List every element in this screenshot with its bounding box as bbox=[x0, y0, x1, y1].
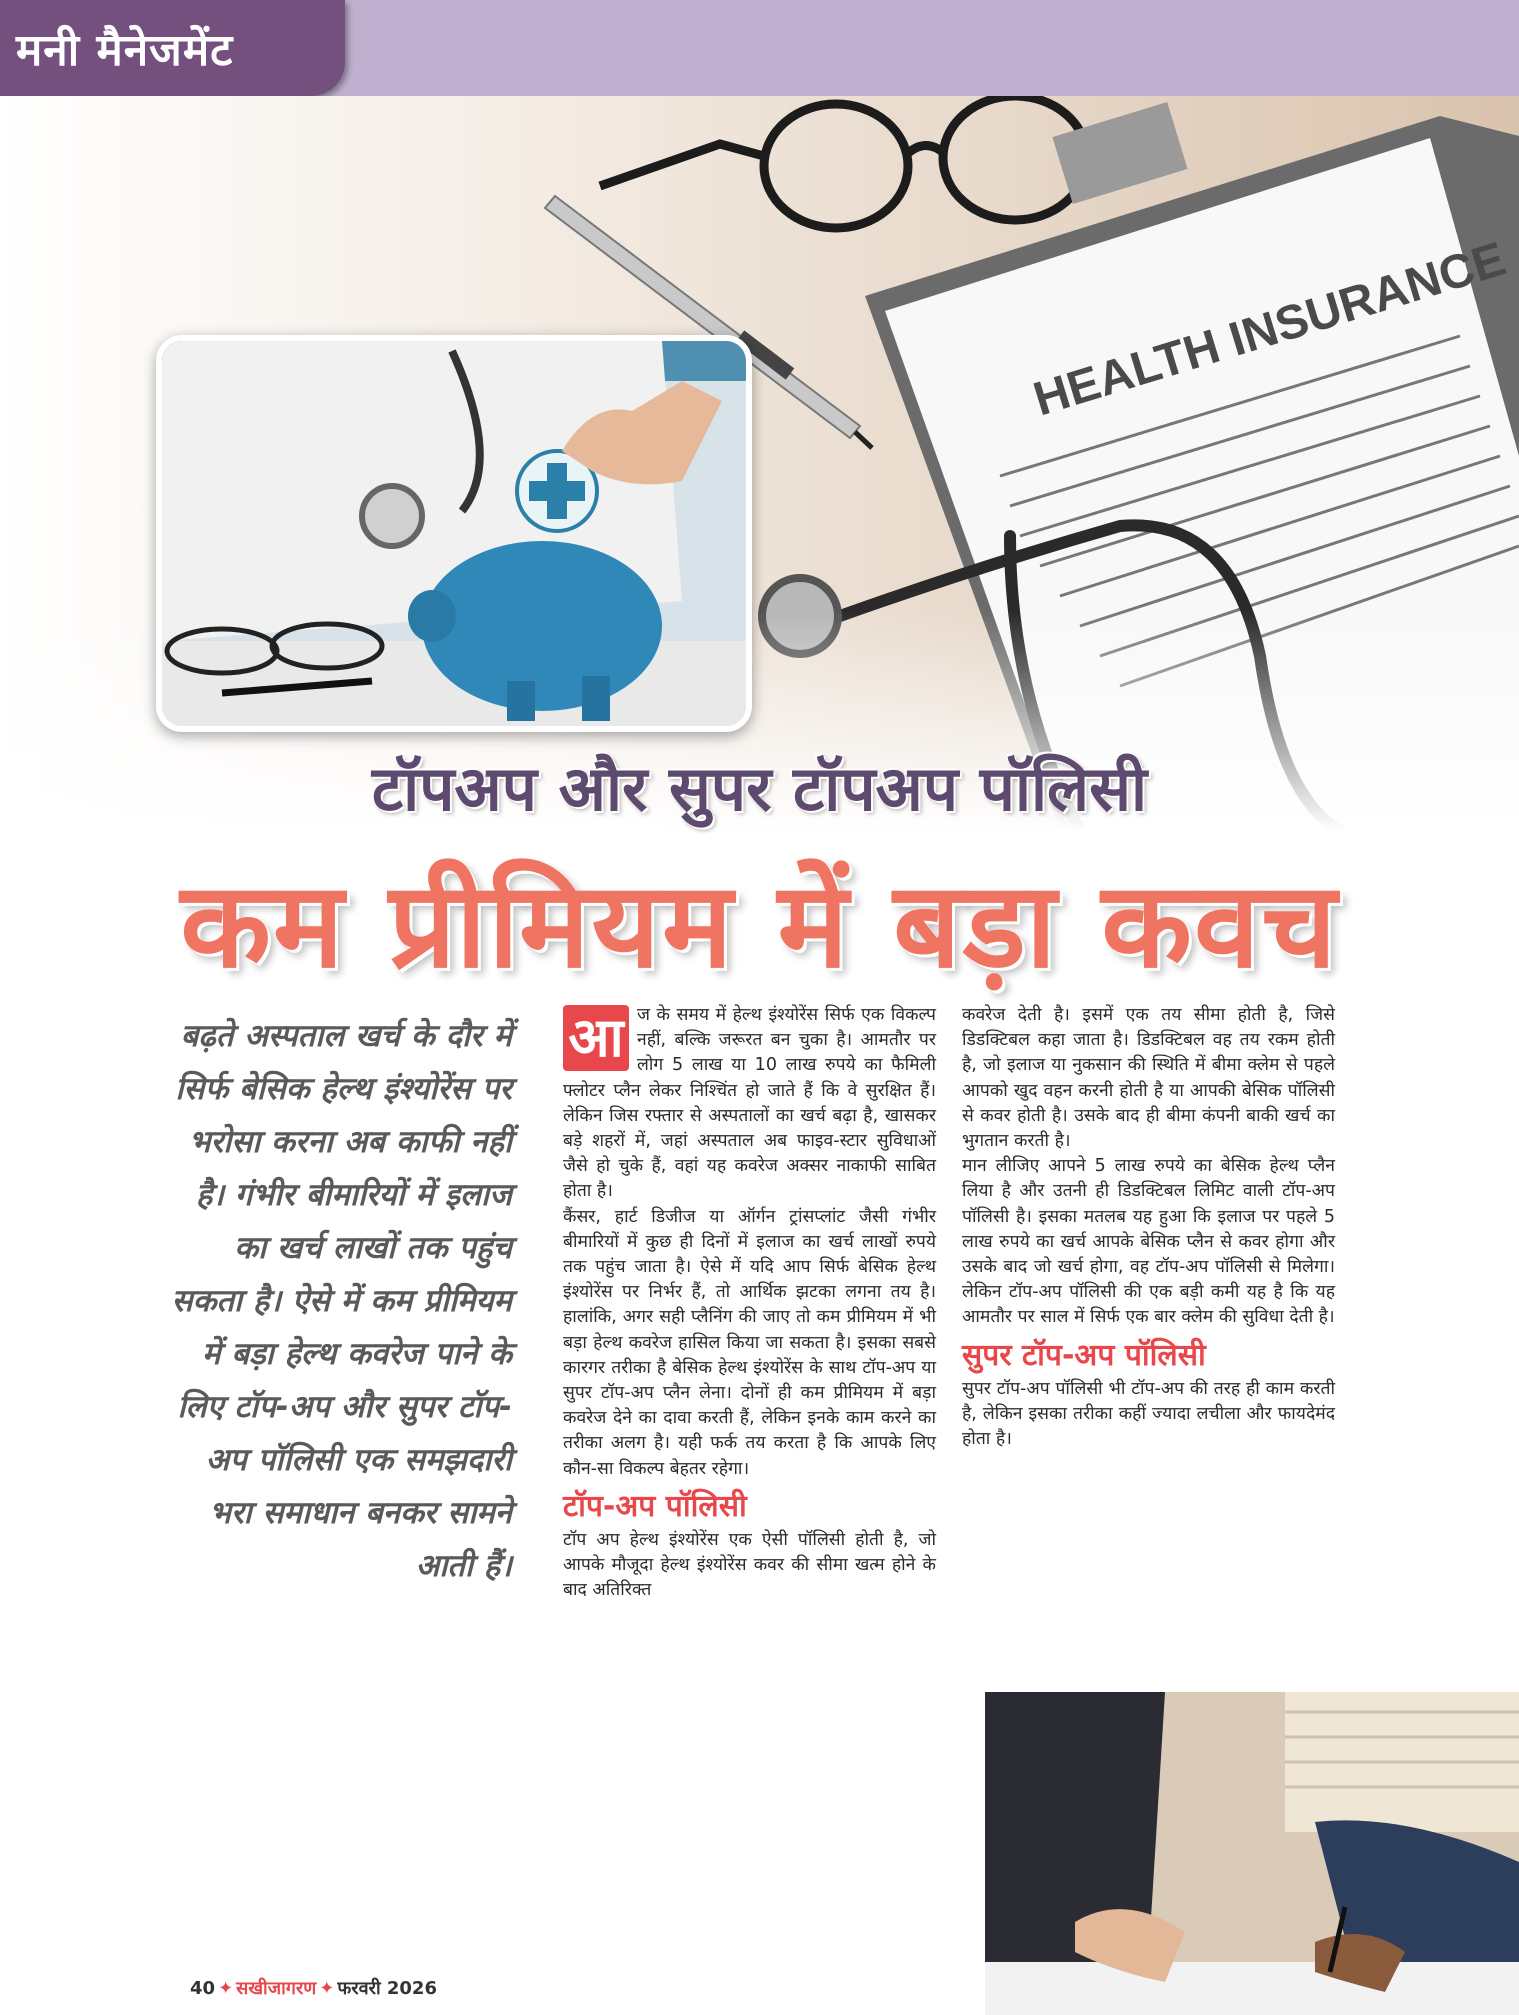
section-label: मनी मैनेजमेंट bbox=[16, 25, 234, 76]
article-paragraph: सुपर टॉप-अप पॉलिसी भी टॉप-अप की तरह ही काम करती है, लेकिन इसका तरीका कहीं ज्यादा लचीला और फायदेमंद होता है। bbox=[962, 1378, 1335, 1450]
star-icon: ✦ bbox=[319, 1978, 335, 1999]
page-number: 40 bbox=[190, 1978, 216, 1999]
star-icon: ✦ bbox=[218, 1978, 234, 1999]
article-paragraph: टॉप अप हेल्थ इंश्योरेंस एक ऐसी पॉलिसी होती है, जो आपके मौजूदा हेल्थ इंश्योरेंस कवर की सीमा खत्म होने के बाद अतिरिक्त bbox=[563, 1529, 936, 1601]
consultation-illustration bbox=[985, 1692, 1519, 2015]
dropcap: आ bbox=[563, 1005, 629, 1071]
subheading-super-topup: सुपर टॉप-अप पॉलिसी bbox=[962, 1337, 1206, 1373]
article-paragraph: मान लीजिए आपने 5 लाख रुपये का बेसिक हेल्थ प्लैन लिया है और उतनी ही डिडक्टिबल लिमिट वाली टॉप-अप पॉलिसी है। इसका मतलब यह हुआ कि इलाज पर पहले 5 लाख रुपये का खर्च आपके बेसिक प्लैन से कवर होगा और उसके बाद जो खर्च होगा, वह टॉप-अप पॉलिसी से मिलेगा। लेकिन टॉप-अप पॉलिसी की एक बड़ी कमी यह है कि यह आमतौर पर साल में सिर्फ एक बार क्लेम की सुविधा देती है। bbox=[962, 1156, 1335, 1328]
issue-date: फरवरी 2026 bbox=[337, 1978, 437, 1999]
main-headline: कम प्रीमियम में बड़ा कवच bbox=[180, 856, 1339, 994]
hero-image bbox=[0, 96, 1519, 831]
subheading-topup: टॉप-अप पॉलिसी bbox=[563, 1488, 747, 1524]
piggy-bank-illustration bbox=[162, 341, 746, 726]
intro-text: बढ़ते अस्पताल खर्च के दौर में सिर्फ बेसिक हेल्थ इंश्योरेंस पर भरोसा करना अब काफी नहीं है। गंभीर बीमारियों में इलाज का खर्च लाखों तक पहुंच सकता है। ऐसे में कम प्रीमियम में बड़ा हेल्थ कवरेज पाने के लिए टॉप-अप और सुपर टॉप-अप पॉलिसी एक समझदारी भरा समाधान बनकर सामने आती हैं। bbox=[171, 1018, 512, 1584]
article-column-1 bbox=[563, 1003, 936, 1603]
piggy-bank-photo bbox=[156, 335, 752, 732]
piggy-bank-icon bbox=[422, 541, 662, 711]
article-paragraph: कवरेज देती है। इसमें एक तय सीमा होती है, जिसे डिडक्टिबल कहा जाता है। डिडक्टिबल वह तय रकम होती है, जो इलाज या नुकसान की स्थिति में बीमा क्लेम से पहले आपको खुद वहन करनी होती है या आपकी बेसिक पॉलिसी से कवर होती है। उसके बाद ही बीमा कंपनी बाकी खर्च का भुगतान करती है। bbox=[962, 1005, 1335, 1152]
magazine-brand: सखीजागरण bbox=[236, 1978, 317, 1999]
article-column-2 bbox=[962, 1003, 1335, 1452]
page-footer bbox=[190, 1976, 437, 2000]
section-tab bbox=[0, 0, 345, 96]
kicker-title: टॉपअप और सुपर टॉपअप पॉलिसी bbox=[371, 752, 1148, 825]
article-paragraph: ज के समय में हेल्थ इंश्योरेंस सिर्फ एक विकल्प नहीं, बल्कि जरूरत बन चुका है। आमतौर पर लोग 5 लाख या 10 लाख रुपये का फैमिली फ्लोटर प्लैन लेकर निश्चिंत हो जाते हैं कि वे सुरक्षित हैं। लेकिन जिस रफ्तार से अस्पतालों का खर्च बढ़ा है, खासकर बड़े शहरों में, जहां अस्पताल अब फाइव-स्टार सुविधाओं जैसे हो चुके हैं, वहां यह कवरेज अक्सर नाकाफी साबित होता है। bbox=[563, 1005, 936, 1202]
consultation-photo bbox=[985, 1692, 1519, 2015]
article-paragraph: कैंसर, हार्ट डिजीज या ऑर्गन ट्रांसप्लांट जैसी गंभीर बीमारियों में कुछ ही दिनों में इलाज का खर्च लाखों रुपये तक पहुंच जाता है। ऐसे में यदि आप सिर्फ बेसिक हेल्थ इंश्योरेंस पर निर्भर हैं, तो आर्थिक झटका लगना तय है। हालांकि, अगर सही प्लैनिंग की जाए तो कम प्रीमियम में भी बड़ा हेल्थ कवरेज हासिल किया जा सकता है। इसका सबसे कारगर तरीका है बेसिक हेल्थ इंश्योरेंस के साथ टॉप-अप या सुपर टॉप-अप प्लैन लेना। दोनों ही कम प्रीमियम में बड़ा कवरेज देने का दावा करती हैं, लेकिन इनके काम करने का तरीका अलग है। यही फर्क तय करता है कि आपके लिए कौन-सा विकल्प बेहतर रहेगा। bbox=[563, 1206, 936, 1479]
